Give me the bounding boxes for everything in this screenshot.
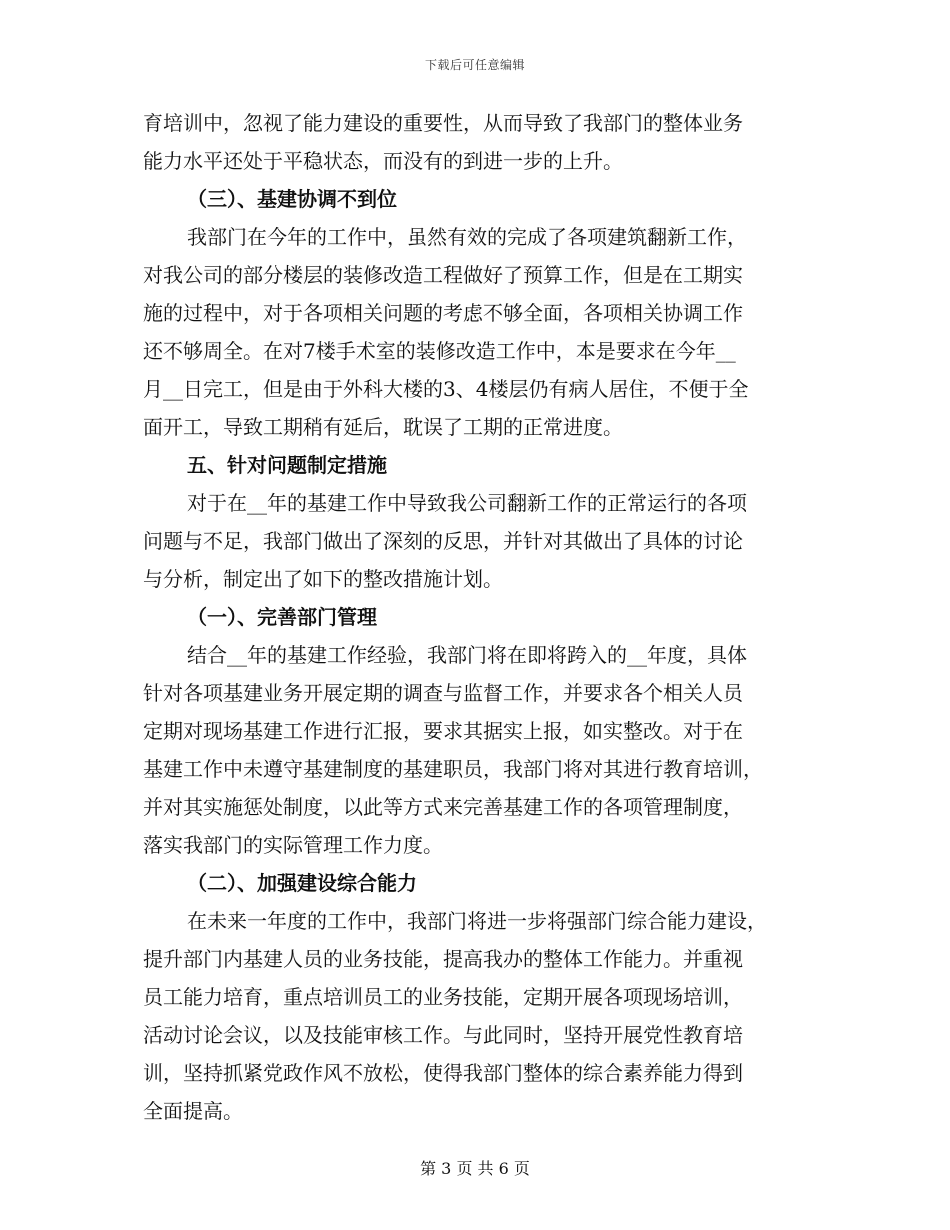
body-line: 定期对现场基建工作进行汇报，要求其据实上报，如实整改。对于在 xyxy=(143,719,743,743)
body-line: 我部门在今年的工作中，虽然有效的完成了各项建筑翻新工作， xyxy=(187,225,747,249)
body-line: 并对其实施惩处制度，以此等方式来完善基建工作的各项管理制度， xyxy=(143,795,743,819)
page-header: 下载后可任意编辑 xyxy=(424,58,525,72)
body-line: 落实我部门的实际管理工作力度。 xyxy=(143,833,443,857)
body-line: 还不够周全。在对7楼手术室的装修改造工作中，本是要求在今年__ xyxy=(143,339,736,363)
body-line: 基建工作中未遵守基建制度的基建职员，我部门将对其进行教育培训， xyxy=(143,757,763,781)
body-line: 与分析，制定出了如下的整改措施计划。 xyxy=(143,567,503,591)
section-heading: （一）、完善部门管理 xyxy=(187,605,377,629)
page-number: 第 3 页 共 6 页 xyxy=(420,1159,530,1178)
body-line: 施的过程中，对于各项相关问题的考虑不够全面，各项相关协调工作 xyxy=(143,301,743,325)
body-line: 训，坚持抓紧党政作风不放松，使得我部门整体的综合素养能力得到 xyxy=(143,1061,743,1085)
body-line: 月__日完工，但是由于外科大楼的3、4楼层仍有病人居住，不便于全 xyxy=(143,377,749,401)
body-line: 对于在__年的基建工作中导致我公司翻新工作的正常运行的各项 xyxy=(187,491,747,515)
body-line: 能力水平还处于平稳状态，而没有的到进一步的上升。 xyxy=(143,149,623,173)
section-heading: （三）、基建协调不到位 xyxy=(187,187,397,211)
body-line: 问题与不足，我部门做出了深刻的反思，并针对其做出了具体的讨论 xyxy=(143,529,743,553)
document-body xyxy=(143,104,807,1130)
body-line: 在未来一年度的工作中，我部门将进一步将强部门综合能力建设， xyxy=(187,909,767,933)
body-line: 对我公司的部分楼层的装修改造工程做好了预算工作，但是在工期实 xyxy=(143,263,743,287)
body-line: 全面提高。 xyxy=(143,1099,243,1123)
body-line: 针对各项基建业务开展定期的调查与监督工作，并要求各个相关人员 xyxy=(143,681,743,705)
section-heading: 五、针对问题制定措施 xyxy=(187,453,387,477)
body-line: 结合__年的基建工作经验，我部门将在即将跨入的__年度，具体 xyxy=(187,643,747,667)
body-line: 员工能力培育，重点培训员工的业务技能，定期开展各项现场培训， xyxy=(143,985,743,1009)
body-line: 提升部门内基建人员的业务技能，提高我办的整体工作能力。并重视 xyxy=(143,947,743,971)
section-heading: （二）、加强建设综合能力 xyxy=(187,871,417,895)
body-line: 育培训中，忽视了能力建设的重要性，从而导致了我部门的整体业务 xyxy=(143,111,743,135)
body-line: 面开工，导致工期稍有延后，耽误了工期的正常进度。 xyxy=(143,415,623,439)
body-line: 活动讨论会议，以及技能审核工作。与此同时，坚持开展党性教育培 xyxy=(143,1023,743,1047)
